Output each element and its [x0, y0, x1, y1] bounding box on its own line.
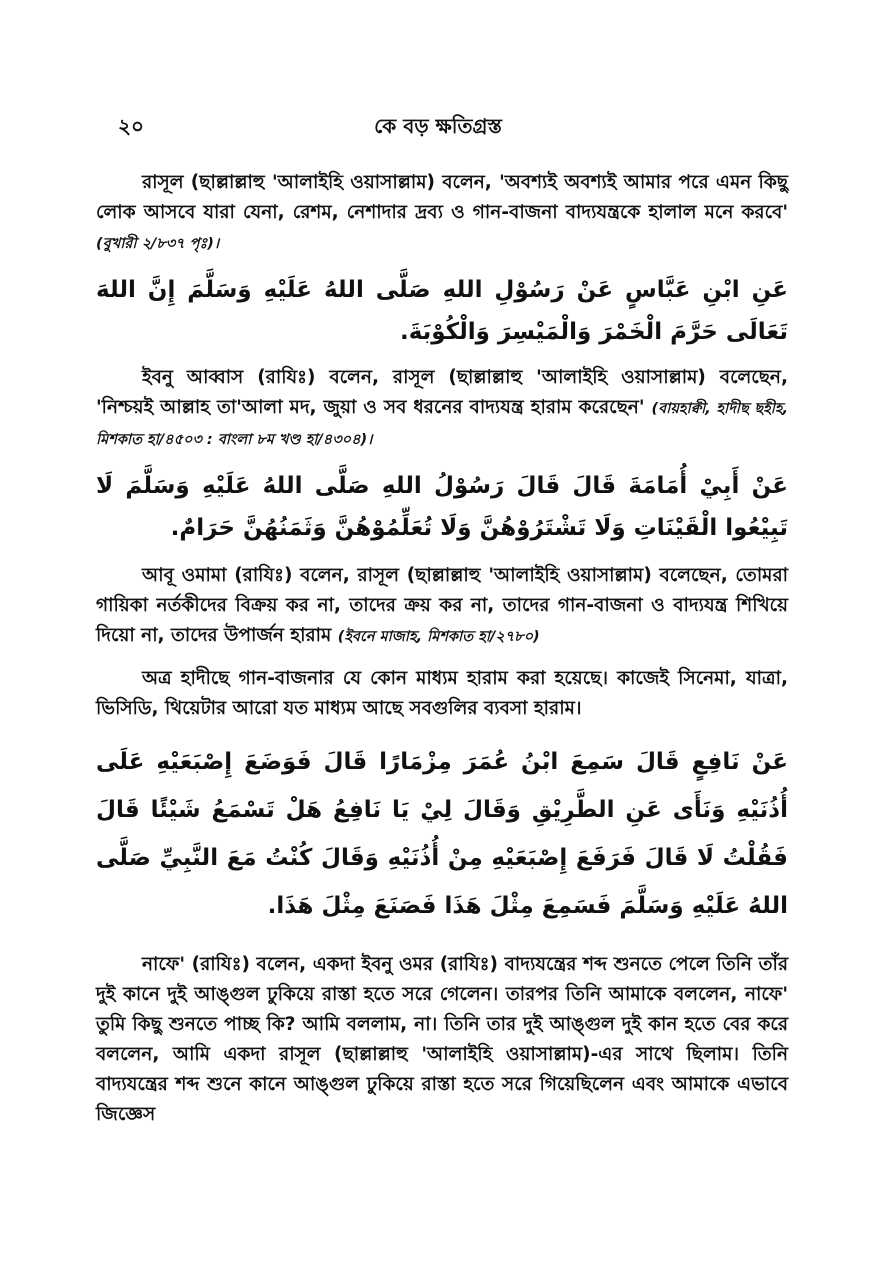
- arabic-hadith-nafi: عَنْ نَافِعٍ قَالَ سَمِعَ ابْنُ عُمَرَ مِزْمَارًا قَالَ فَوَضَعَ إِصْبَعَيْهِ عَلَى أُذُنَيْهِ وَنَأَى عَنِ الطَّرِيْقِ وَقَالَ لِيْ يَا نَافِعُ هَلْ تَسْمَعُ شَيْئًا قَالَ فَقُلْتُ لَا قَالَ فَرَفَعَ إِصْبَعَيْهِ مِنْ أُذُنَيْهِ وَقَالَ كُنْتُ مَعَ النَّبِيِّ صَلَّى اللهُ عَلَيْهِ وَسَلَّمَ فَسَمِعَ مِثْلَ هَذَا فَصَنَعَ مِثْلَ هَذَا.: [96, 749, 788, 919]
- paragraph-commentary: [96, 664, 788, 724]
- paragraph-text: ইবনু আব্বাস (রাযিঃ) বলেন, রাসূল (ছাল্লাল্লাহু 'আলাইহি ওয়াসাল্লাম) বলেছেন, 'নিশ্চয়ই আল্লাহ তা'আলা মদ, জুয়া ও সব ধরনের বাদ্যযন্ত্র হারাম করেছেন': [96, 367, 788, 418]
- arabic-hadith-ibn-abbas: عَنِ ابْنِ عَبَّاسٍ عَنْ رَسُوْلِ اللهِ صَلَّى اللهُ عَلَيْهِ وَسَلَّمَ إِنَّ اللهَ تَعَالَى حَرَّمَ الْخَمْرَ وَالْمَيْسِرَ وَالْكُوْبَةَ.: [96, 277, 788, 345]
- page-header: [118, 112, 758, 148]
- arabic-hadith-abu-umama: عَنْ أَبِيْ أُمَامَةَ قَالَ قَالَ رَسُوْلُ اللهِ صَلَّى اللهُ عَلَيْهِ وَسَلَّمَ لَا تَبِيْعُوا الْقَيْنَاتِ وَلَا تَشْتَرُوْهُنَّ وَلَا تُعَلِّمُوْهُنَّ وَثَمَنُهُنَّ حَرَامٌ.: [96, 473, 788, 541]
- citation: (বুখারী ২/৮৩৭ পৃঃ)।: [96, 236, 220, 252]
- paragraph-text: অত্র হাদীছে গান-বাজনার যে কোন মাধ্যম হারাম করা হয়েছে। কাজেই সিনেমা, যাত্রা, ভিসিডি, থিয়েটার আরো যত মাধ্যম আছে সবগুলির ব্যবসা হারাম।: [96, 668, 788, 719]
- page-body: [96, 168, 788, 1130]
- paragraph-nafi-translation: [96, 950, 788, 1130]
- paragraph-text: রাসূল (ছাল্লাল্লাহু 'আলাইহি ওয়াসাল্লাম) বলেন, 'অবশ্যই অবশ্যই আমার পরে এমন কিছু লোক আসবে যারা যেনা, রেশম, নেশাদার দ্রব্য ও গান-বাজনা বাদ্যযন্ত্রকে হালাল মনে করবে': [96, 172, 788, 223]
- paragraph-text: নাফে' (রাযিঃ) বলেন, একদা ইবনু ওমর (রাযিঃ) বাদ্যযন্ত্রের শব্দ শুনতে পেলে তিনি তাঁর দুই কানে দুই আঙ্গুল ঢুকিয়ে রাস্তা হতে সরে গেলেন। তারপর তিনি আমাকে বললেন, নাফে' তুমি কিছু শুনতে পাচ্ছ কি? আমি বললাম, না। তিনি তার দুই আঙ্গুল দুই কান হতে বের করে বললেন, আমি একদা রাসূল (ছাল্লাল্লাহু 'আলাইহি ওয়াসাল্লাম)-এর সাথে ছিলাম। তিনি বাদ্যযন্ত্রের শব্দ শুনে কানে আঙ্গুল ঢুকিয়ে রাস্তা হতে সরে গিয়েছিলেন এবং আমাকে এভাবে জিজ্ঞেস: [96, 954, 788, 1125]
- paragraph-abu-umama-translation: [96, 561, 788, 652]
- citation: (বায়হাক্বী, হাদীছ ছহীহ, মিশকাত হা/৪৫০৩ : বাংলা ৮ম খণ্ড হা/৪৩০৪)।: [96, 401, 788, 448]
- running-title: কে বড় ক্ষতিগ্রস্ত: [374, 114, 502, 138]
- citation: (ইবনে মাজাহ, মিশকাত হা/২৭৮০): [337, 629, 540, 645]
- page-number: ২০: [118, 114, 145, 138]
- paragraph-text: আবূ ওমামা (রাযিঃ) বলেন, রাসূল (ছাল্লাল্লাহু 'আলাইহি ওয়াসাল্লাম) বলেছেন, তোমরা গায়িকা নর্তকীদের বিক্রয় কর না, তাদের ক্রয় কর না, তাদের গান-বাজনা ও বাদ্যযন্ত্র শিখিয়ে দিয়ো না, তাদের উপার্জন হারাম: [96, 565, 788, 646]
- paragraph-ibn-abbas-translation: [96, 363, 788, 455]
- paragraph-bukhari-hadith: [96, 168, 788, 259]
